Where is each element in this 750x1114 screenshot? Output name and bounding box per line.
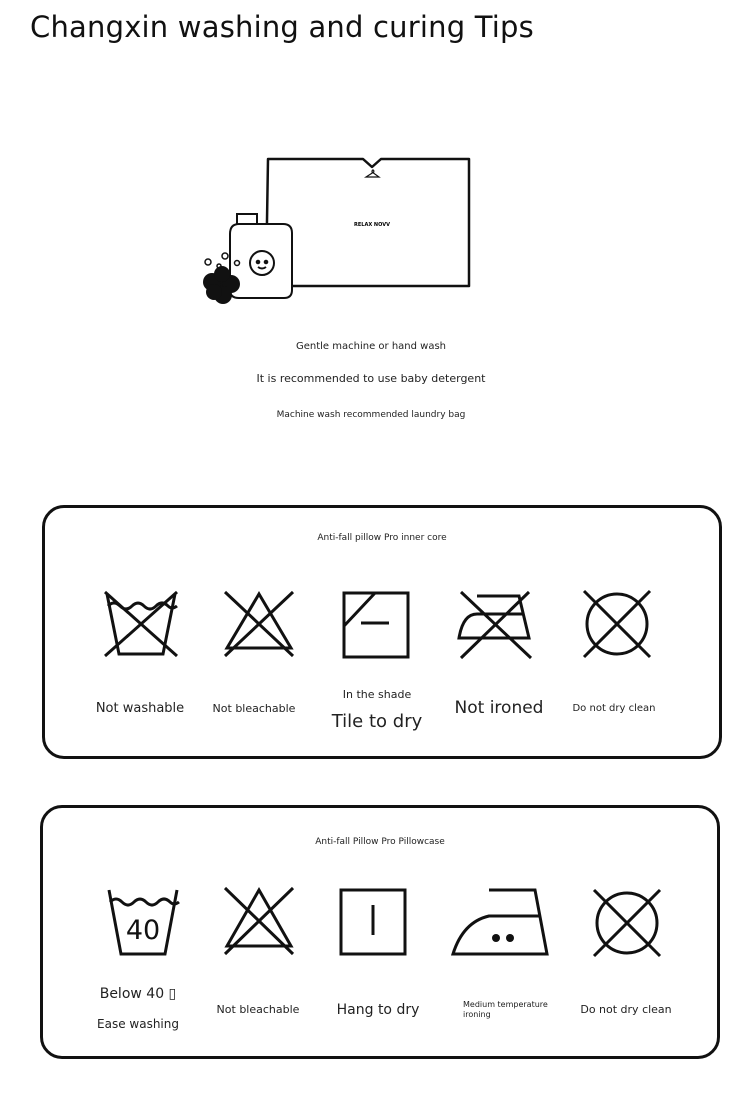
medium-temp-label-line1: Medium temperature: [463, 1000, 548, 1009]
no-bleach-icon: [221, 884, 297, 958]
panel-title: Anti-fall Pillow Pro Pillowcase: [315, 837, 445, 847]
panel-title: Anti-fall pillow Pro inner core: [317, 533, 447, 543]
wash-40-icon: [103, 886, 183, 960]
wash-temp-value: 40: [125, 915, 161, 946]
no-bleach-icon: [221, 588, 297, 660]
not-bleachable-label: Not bleachable: [216, 1003, 300, 1016]
no-dry-clean-icon: [579, 588, 655, 660]
laundry-illustration: [195, 150, 485, 310]
no-wash-icon: [101, 588, 181, 660]
no-dry-clean-icon: [589, 886, 665, 960]
not-washable-label: Not washable: [95, 701, 185, 716]
wash-note-detergent: It is recommended to use baby detergent: [256, 372, 486, 385]
shade-label: In the shade: [342, 688, 412, 701]
tile-to-dry-label: Tile to dry: [331, 711, 423, 732]
no-iron-icon: [455, 588, 535, 660]
bag-brand-label: RELAX NOVV: [354, 222, 390, 228]
hang-to-dry-label: Hang to dry: [336, 1002, 420, 1018]
inner-core-care-panel: [42, 505, 722, 759]
not-ironed-label: Not ironed: [454, 698, 544, 718]
laundry-bag-illustration: [195, 150, 485, 310]
wash-note-gentle: Gentle machine or hand wash: [295, 341, 446, 352]
page-title: Changxin washing and curing Tips: [30, 10, 534, 44]
iron-medium-icon: [449, 886, 549, 958]
pillowcase-care-panel: [40, 805, 720, 1059]
not-bleachable-label: Not bleachable: [212, 702, 296, 715]
ease-washing-label: Ease washing: [97, 1017, 179, 1031]
line-dry-icon: [336, 885, 410, 959]
medium-temp-label-line2: ironing: [463, 1010, 491, 1019]
do-not-dry-clean-label: Do not dry clean: [580, 1003, 672, 1016]
wash-note-laundry-bag: Machine wash recommended laundry bag: [276, 410, 466, 420]
below-40-label: Below 40 ▯: [99, 986, 177, 1002]
dry-flat-shade-icon: [339, 588, 413, 660]
do-not-dry-clean-label: Do not dry clean: [572, 703, 656, 714]
